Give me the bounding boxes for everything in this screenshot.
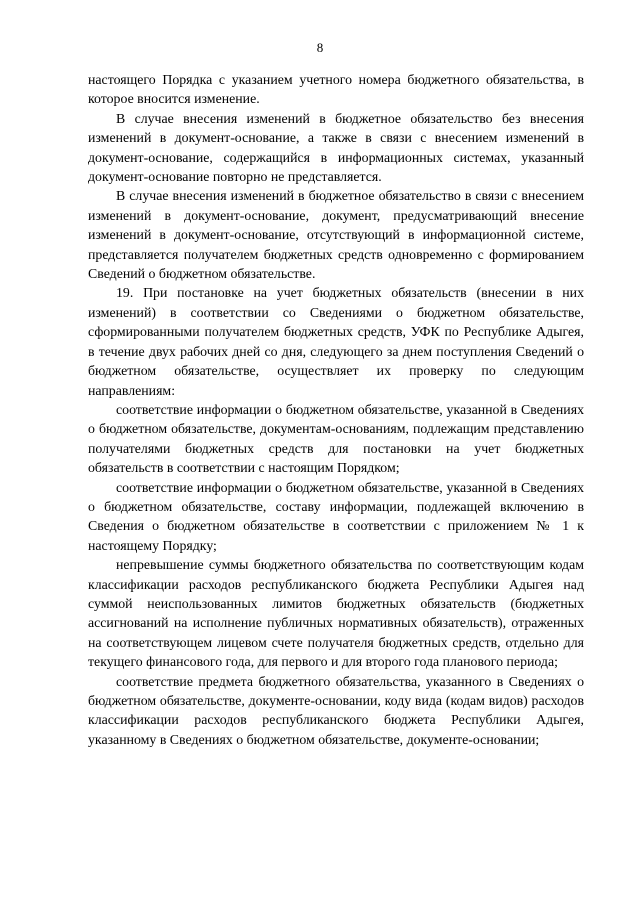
paragraph-check-information-composition: соответствие информации о бюджетном обязательстве, указанной в Сведениях о бюджетном обязательстве, составу информации, подлежащей включению в Сведения о бюджетном обязательстве в соответствии с приложением № 1 к настоящему Порядку; [88, 479, 584, 553]
paragraph-section-19: 19. При постановке на учет бюджетных обязательств (внесении в них изменений) в соответствии со Сведениями о бюджетном обязательстве, сформированными получателем бюджетных средств, УФК по Республике Адыгея, в течение двух рабочих дней со дня, следующего за днем поступления Сведений о бюджетном обязательстве, осуществляет их проверку по следующим направлениям: [88, 285, 584, 398]
document-body [88, 70, 584, 749]
paragraph-check-documents: соответствие информации о бюджетном обязательстве, указанной в Сведениях о бюджетном обязательстве, документам-основаниям, подлежащим представлению получателями бюджетных средств для постановки на учет бюджетных обязательств в соответствии с настоящим Порядком; [88, 401, 584, 476]
paragraph-continuation: настоящего Порядка с указанием учетного номера бюджетного обязательства, в которое вносится изменение. [88, 72, 584, 107]
paragraph-check-subject: соответствие предмета бюджетного обязательства, указанного в Сведениях о бюджетном обязательстве, документе-основании, коду вида (кодам видов) расходов классификации расходов республиканского бюджета Республики Адыгея, указанному в Сведениях о бюджетном обязательстве, документе-основании; [88, 673, 584, 747]
page-number: 8 [316, 40, 324, 55]
paragraph-check-limits: непревышение суммы бюджетного обязательства по соответствующим кодам классификации расходов республиканского бюджета Республики Адыгея над суммой неиспользованных лимитов бюджетных обязательств (бюджетных ассигнований на исполнение публичных нормативных обязательств), отраженных на соответствующем лицевом счете получателя бюджетных средств, отдельно для текущего финансового года, для первого и для второго года планового периода; [88, 557, 584, 670]
paragraph-amendment-document: В случае внесения изменений в бюджетное обязательство в связи с внесением изменений в документ-основание, документ, предусматривающий внесение изменений в документ-основание, отсутствующий в информационной системе, представляется получателем бюджетных средств одновременно с формированием Сведений о бюджетном обязательстве. [88, 188, 584, 282]
paragraph-no-resubmission: В случае внесения изменений в бюджетное обязательство без внесения изменений в документ-основание, а также в связи с внесением изменений в документ-основание, содержащийся в информационных системах, указанный документ-основание повторно не представляется. [88, 110, 584, 185]
